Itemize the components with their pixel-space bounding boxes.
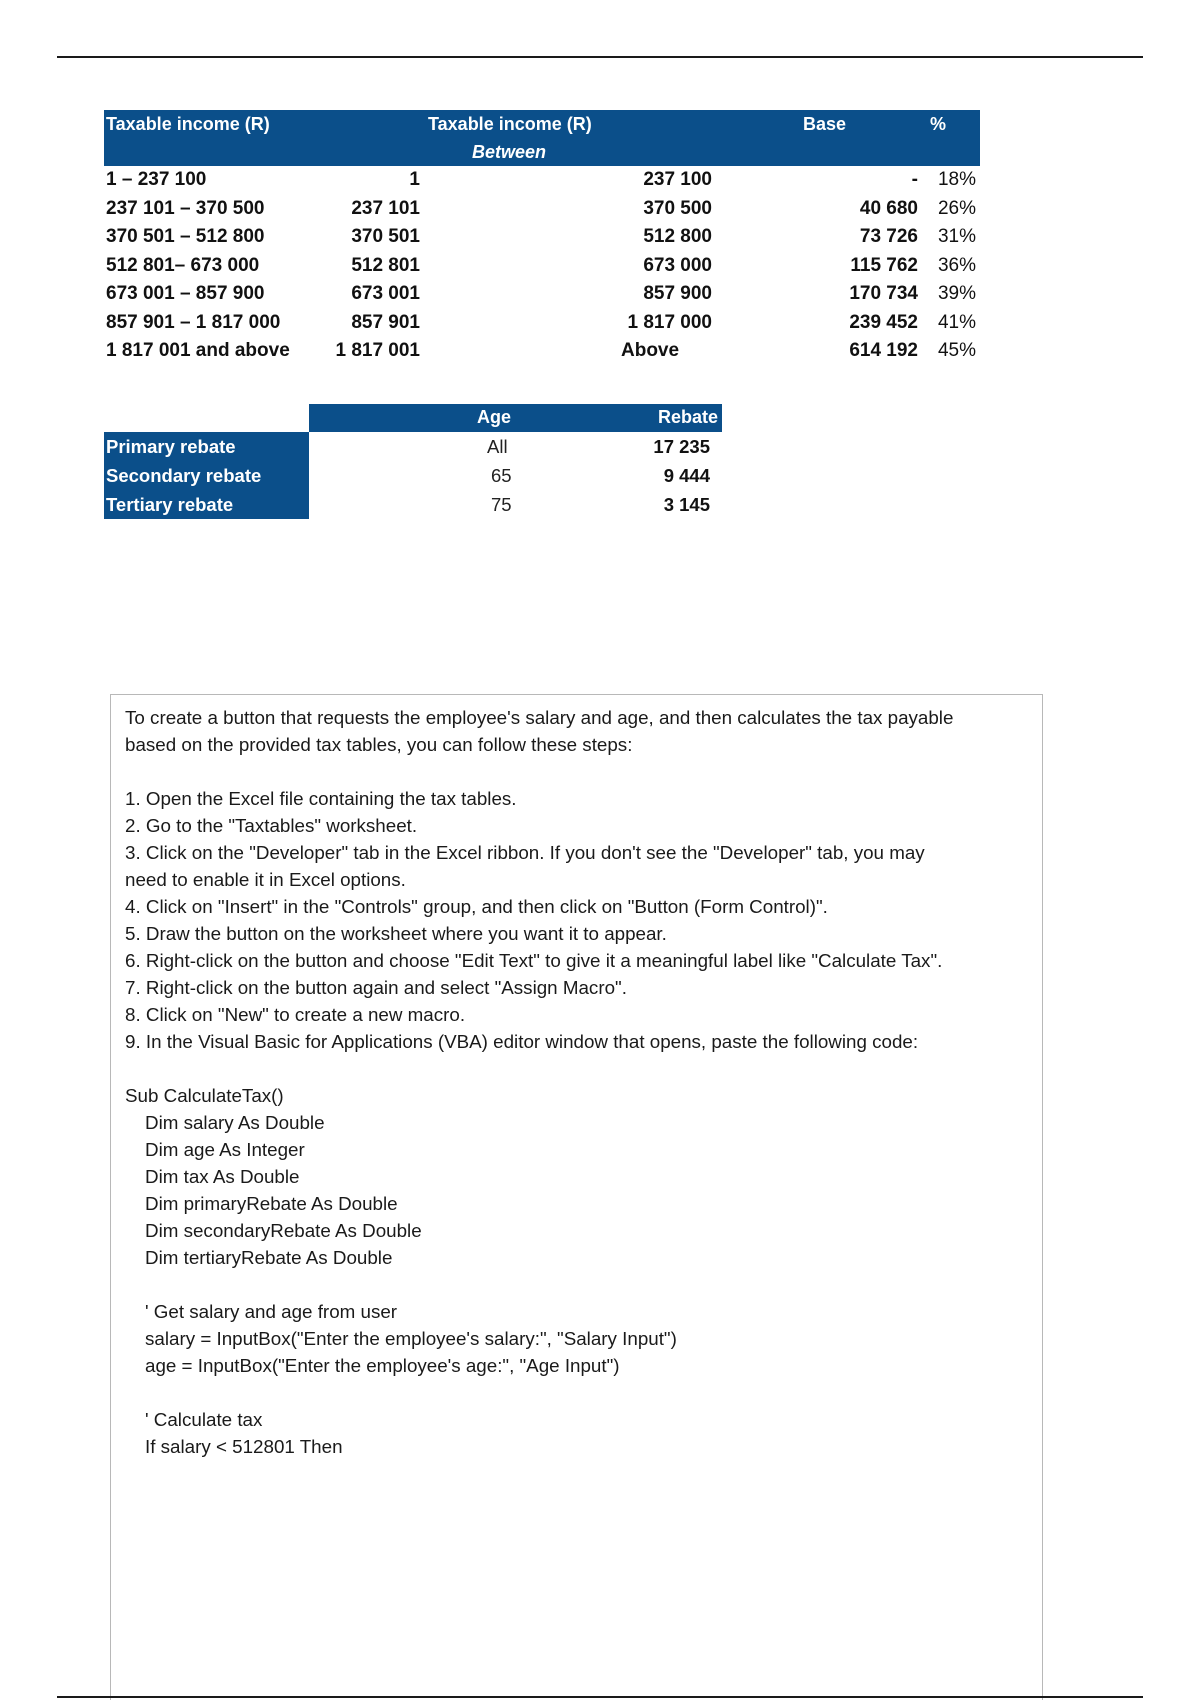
cell-base: 170 734 (849, 283, 918, 304)
code-line: ' Calculate tax (145, 1409, 263, 1430)
cell-base: 73 726 (859, 226, 918, 247)
cell-percent: 41% (937, 311, 976, 333)
spacer (125, 1271, 1028, 1298)
cell-to: 512 800 (643, 226, 712, 247)
spacer (125, 1055, 1028, 1082)
header-percent: % (930, 114, 947, 134)
row-label-cell (104, 461, 309, 490)
code-line: ' Get salary and age from user (145, 1301, 398, 1322)
step-line: 5. Draw the button on the worksheet where you want it to appear. (125, 923, 667, 944)
cell-to: 237 100 (643, 169, 712, 190)
code-line: Dim secondaryRebate As Double (145, 1220, 422, 1241)
table-row (104, 252, 980, 281)
rebate-value: 3 145 (663, 494, 710, 515)
table-row (104, 337, 980, 366)
cell-base: - (911, 169, 918, 190)
header-bar (309, 404, 722, 432)
header-between: Between (472, 142, 547, 162)
tax-table (104, 110, 980, 366)
header-rebate: Rebate (657, 407, 718, 427)
cell-from: 1 817 001 (335, 340, 420, 361)
cell-range: 237 101 – 370 500 (106, 197, 265, 219)
cell-range: 1 817 001 and above (106, 340, 290, 361)
code-line: Dim tertiaryRebate As Double (145, 1247, 393, 1268)
step-line: 6. Right-click on the button and choose "Edit Text" to give it a meaningful label like "Calculate Tax". (125, 950, 943, 971)
row-label-cell (104, 432, 309, 461)
rebate-age: 65 (491, 465, 512, 486)
code-line: Dim age As Integer (145, 1139, 305, 1160)
instructions-textbox[interactable] (110, 694, 1043, 1700)
footer-rule (57, 1696, 1143, 1698)
table-row (104, 432, 722, 461)
spacer (125, 758, 1028, 785)
rebate-age: All (487, 436, 508, 457)
cell-from: 237 101 (351, 197, 420, 219)
step-line: 3. Click on the "Developer" tab in the Excel ribbon. If you don't see the "Developer" tab, you may (125, 842, 925, 863)
cell-base: 614 192 (849, 340, 918, 361)
header-base: Base (803, 114, 847, 134)
cell-percent: 18% (937, 169, 976, 190)
cell-percent: 39% (937, 283, 976, 304)
step-line: 7. Right-click on the button again and select "Assign Macro". (125, 977, 627, 998)
rebate-label: Secondary rebate (106, 465, 262, 486)
cell-from: 1 (409, 169, 420, 190)
code-line: If salary < 512801 Then (145, 1436, 343, 1457)
cell-to: 1 817 000 (627, 311, 712, 333)
rebate-value: 9 444 (663, 465, 710, 486)
cell-from: 673 001 (351, 283, 420, 304)
table-row (104, 309, 980, 338)
table-row (104, 490, 722, 519)
table-row (104, 280, 980, 309)
header-blank-cell (104, 404, 309, 432)
code-line: Sub CalculateTax() (125, 1085, 284, 1106)
cell-base: 115 762 (850, 254, 918, 276)
cell-from: 370 501 (351, 226, 420, 247)
code-line: age = InputBox("Enter the employee's age:", "Age Input") (145, 1355, 620, 1376)
cell-percent: 45% (937, 340, 976, 361)
table-row (104, 461, 722, 490)
rebate-label: Tertiary rebate (106, 494, 234, 515)
cell-range: 1 – 237 100 (106, 169, 207, 190)
cell-to: 370 500 (643, 197, 712, 219)
cell-range: 673 001 – 857 900 (106, 283, 265, 304)
intro-line: To create a button that requests the employee's salary and age, and then calculates the tax payable (125, 707, 954, 728)
cell-percent: 26% (937, 197, 976, 219)
step-line: 2. Go to the "Taxtables" worksheet. (125, 815, 418, 836)
rebate-label: Primary rebate (106, 436, 236, 457)
step-line: need to enable it in Excel options. (125, 869, 406, 890)
rebate-table (104, 404, 722, 519)
tax-table-header (104, 110, 980, 166)
step-line: 8. Click on "New" to create a new macro. (125, 1004, 466, 1025)
cell-range: 512 801– 673 000 (106, 254, 260, 276)
code-line: salary = InputBox("Enter the employee's salary:", "Salary Input") (145, 1328, 677, 1349)
code-line: Dim tax As Double (145, 1166, 300, 1187)
table-row (104, 166, 980, 195)
code-line: Dim primaryRebate As Double (145, 1193, 398, 1214)
header-taxable-income: Taxable income (R) (106, 114, 270, 134)
table-row (104, 223, 980, 252)
rebate-table-header (104, 404, 722, 432)
table-row (104, 195, 980, 224)
code-line: Dim salary As Double (145, 1112, 325, 1133)
step-line: 9. In the Visual Basic for Applications (VBA) editor window that opens, paste the following code: (125, 1031, 919, 1052)
cell-to: Above (621, 340, 680, 361)
rebate-value: 17 235 (653, 436, 710, 457)
cell-range: 370 501 – 512 800 (106, 226, 265, 247)
cell-to: 673 000 (643, 254, 712, 276)
step-line: 1. Open the Excel file containing the tax tables. (125, 788, 517, 809)
cell-to: 857 900 (643, 283, 712, 304)
step-line: 4. Click on "Insert" in the "Controls" group, and then click on "Button (Form Control)". (125, 896, 828, 917)
header-age: Age (477, 407, 512, 427)
cell-base: 239 452 (849, 311, 918, 333)
row-label-cell (104, 490, 309, 519)
cell-from: 857 901 (351, 311, 420, 333)
header-taxable-income-between: Taxable income (R) (428, 114, 592, 134)
cell-range: 857 901 – 1 817 000 (106, 311, 281, 333)
cell-percent: 36% (937, 254, 976, 276)
header-rule (57, 56, 1143, 58)
intro-line: based on the provided tax tables, you can follow these steps: (125, 734, 633, 755)
spacer (125, 1379, 1028, 1406)
rebate-age: 75 (491, 494, 512, 515)
cell-from: 512 801 (351, 254, 420, 276)
cell-base: 40 680 (859, 197, 918, 219)
cell-percent: 31% (937, 226, 976, 247)
